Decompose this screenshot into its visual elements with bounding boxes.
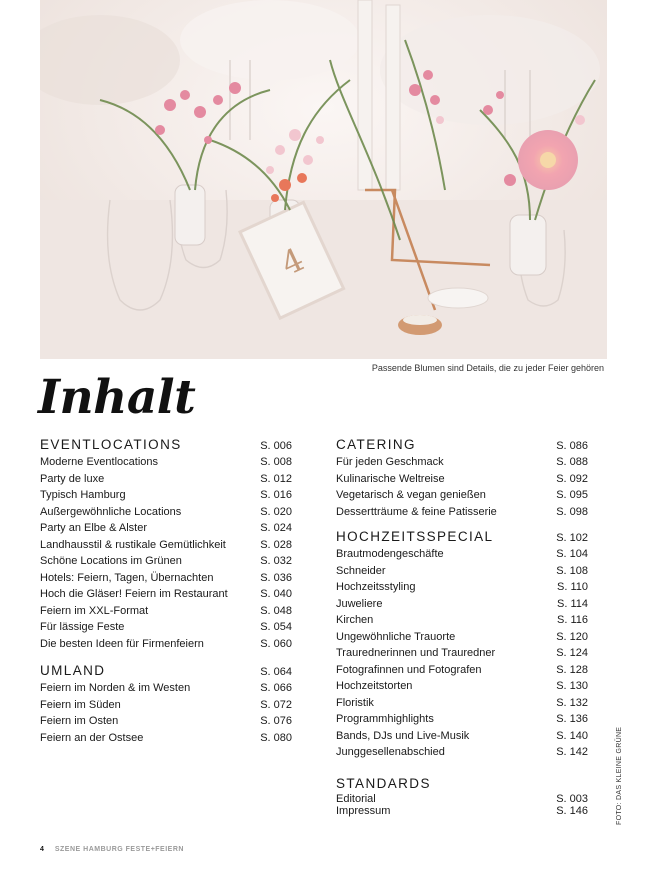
toc-entry[interactable]: [40, 697, 292, 714]
entry-page: S. 028: [260, 538, 292, 551]
entry-page: S. 104: [556, 548, 588, 560]
entry-page: S. 092: [556, 472, 588, 485]
toc-entry[interactable]: [40, 520, 292, 537]
entry-label: Hochzeitstorten: [336, 680, 413, 692]
toc-entry[interactable]: [40, 487, 292, 504]
toc-left-column: [40, 436, 292, 746]
toc-entry[interactable]: [40, 471, 292, 488]
toc-entry[interactable]: [336, 662, 588, 679]
magazine-name: SZENE HAMBURG FESTE+FEIERN: [54, 846, 184, 853]
toc-entry[interactable]: [40, 619, 292, 636]
toc-entry[interactable]: [336, 612, 588, 629]
entry-page: S. 080: [260, 731, 292, 744]
entry-page: S. 008: [260, 456, 292, 468]
section-title: CATERING: [336, 437, 416, 452]
toc-entry[interactable]: [336, 805, 588, 818]
entry-label: Hochzeitsstyling: [336, 581, 416, 593]
table-flowers-image: [40, 0, 607, 359]
entry-label: Kulinarische Weltreise: [336, 472, 445, 485]
entry-page: S. 130: [556, 680, 588, 692]
section-heading[interactable]: [336, 775, 588, 793]
section-heading[interactable]: [336, 528, 588, 546]
section-spacer: [40, 652, 292, 662]
entry-label: Party an Elbe & Alster: [40, 522, 147, 534]
toc-entry[interactable]: [336, 596, 588, 613]
entry-page: S. 098: [556, 505, 588, 518]
toc-right-column: [336, 436, 588, 818]
toc-entry[interactable]: [336, 504, 588, 521]
section-heading[interactable]: [336, 436, 588, 454]
entry-label: Party de luxe: [40, 472, 105, 485]
entry-label: Kirchen: [336, 614, 374, 626]
entry-page: S. 072: [260, 698, 292, 711]
toc-section-standards: [336, 775, 588, 818]
entry-label: Feiern im Osten: [40, 715, 119, 727]
toc-entry[interactable]: [336, 546, 588, 563]
hero-photo: [40, 0, 607, 359]
entry-page: S. 136: [556, 713, 588, 725]
entry-label: Programmhighlights: [336, 713, 434, 725]
section-page: S. 064: [260, 666, 292, 678]
section-spacer: [336, 520, 588, 528]
toc-entry[interactable]: [336, 744, 588, 761]
entry-page: S. 124: [556, 647, 588, 659]
toc-section-hochzeitsspecial: [336, 528, 588, 761]
entry-label: Impressum: [336, 805, 391, 817]
entry-label: Dessertträume & feine Patisserie: [336, 505, 497, 518]
entry-label: Editorial: [336, 792, 376, 805]
entry-label: Landhausstil & rustikale Gemütlichkeit: [40, 538, 226, 551]
section-page: S. 006: [260, 440, 292, 452]
entry-page: S. 024: [260, 522, 292, 534]
entry-page: S. 076: [260, 715, 292, 727]
entry-label: Brautmodengeschäfte: [336, 548, 444, 560]
entry-page: S. 120: [556, 630, 588, 643]
photo-credit: FOTO: DAS KLEINE GRÜNE: [616, 726, 623, 825]
toc-entry[interactable]: [40, 537, 292, 554]
section-page: S. 086: [556, 440, 588, 452]
entry-label: Hotels: Feiern, Tagen, Übernachten: [40, 571, 214, 584]
entry-page: S. 132: [556, 696, 588, 709]
toc-entry[interactable]: [40, 553, 292, 570]
toc-entry[interactable]: [336, 487, 588, 504]
toc-section-catering: [336, 436, 588, 520]
entry-label: Juweliere: [336, 597, 383, 610]
entry-page: S. 142: [556, 746, 588, 758]
section-heading[interactable]: [40, 662, 292, 680]
toc-entry[interactable]: [40, 570, 292, 587]
toc-entry[interactable]: [336, 579, 588, 596]
entry-page: S. 040: [260, 588, 292, 600]
toc-entry[interactable]: [40, 713, 292, 730]
toc-section-eventlocations: [40, 436, 292, 652]
entry-label: Schneider: [336, 564, 386, 577]
entry-label: Floristik: [336, 696, 374, 709]
toc-entry[interactable]: [40, 454, 292, 471]
entry-page: S. 066: [260, 682, 292, 694]
section-title: UMLAND: [40, 663, 106, 678]
entry-label: Junggesellenabschied: [336, 746, 445, 758]
entry-page: S. 108: [556, 564, 588, 577]
toc-entry[interactable]: [336, 793, 588, 806]
section-title: HOCHZEITSSPECIAL: [336, 529, 494, 544]
entry-label: Typisch Hamburg: [40, 489, 126, 501]
entry-page: S. 110: [557, 581, 588, 593]
toc-entry[interactable]: [40, 603, 292, 620]
toc-entry[interactable]: [336, 471, 588, 488]
entry-page: S. 060: [260, 637, 292, 650]
entry-label: Für jeden Geschmack: [336, 456, 444, 468]
toc-entry[interactable]: [40, 680, 292, 697]
toc-entry[interactable]: [40, 504, 292, 521]
toc-entry[interactable]: [336, 695, 588, 712]
section-title: STANDARDS: [336, 775, 431, 791]
entry-label: Schöne Locations im Grünen: [40, 555, 182, 567]
entry-label: Fotografinnen und Fotografen: [336, 663, 482, 676]
entry-label: Bands, DJs und Live-Musik: [336, 729, 470, 742]
page-title: Inhalt: [38, 370, 196, 425]
entry-page: S. 116: [557, 614, 588, 626]
entry-page: S. 016: [260, 489, 292, 501]
toc-entry[interactable]: [336, 629, 588, 646]
toc-section-umland: [40, 662, 292, 746]
entry-label: Vegetarisch & vegan genießen: [336, 489, 486, 501]
entry-page: S. 020: [260, 505, 292, 518]
section-spacer: [336, 761, 588, 775]
page-footer: [40, 846, 184, 853]
toc-entry[interactable]: [336, 678, 588, 695]
entry-label: Feiern an der Ostsee: [40, 731, 144, 744]
entry-label: Hoch die Gläser! Feiern im Restaurant: [40, 588, 228, 600]
entry-page: S. 048: [260, 604, 292, 617]
section-title: EVENTLOCATIONS: [40, 437, 182, 452]
entry-page: S. 088: [556, 456, 588, 468]
entry-label: Feiern im Norden & im Westen: [40, 682, 191, 694]
entry-page: S. 146: [556, 805, 588, 817]
entry-label: Traurednerinnen und Trauredner: [336, 647, 496, 659]
entry-label: Die besten Ideen für Firmenfeiern: [40, 637, 204, 650]
entry-page: S. 003: [556, 792, 588, 805]
toc-entry[interactable]: [40, 636, 292, 653]
entry-label: Feiern im Süden: [40, 698, 121, 711]
entry-page: S. 140: [556, 729, 588, 742]
toc-entry[interactable]: [40, 730, 292, 747]
toc-entry[interactable]: [336, 454, 588, 471]
entry-page: S. 114: [557, 597, 588, 610]
entry-label: Ungewöhnliche Trauorte: [336, 630, 456, 643]
entry-page: S. 054: [260, 621, 292, 633]
entry-page: S. 128: [556, 663, 588, 676]
toc-entry[interactable]: [336, 645, 588, 662]
table-number-glyph: 4: [275, 240, 310, 284]
toc-entry[interactable]: [40, 586, 292, 603]
entry-label: Für lässige Feste: [40, 621, 125, 633]
toc-entry[interactable]: [336, 711, 588, 728]
page-number: 4: [40, 846, 45, 853]
section-page: S. 102: [556, 532, 588, 544]
entry-page: S. 095: [556, 489, 588, 501]
photo-caption: Passende Blumen sind Details, die zu jeder Feier gehören: [371, 363, 604, 373]
section-heading[interactable]: [40, 436, 292, 454]
entry-page: S. 032: [260, 555, 292, 567]
entry-label: Feiern im XXL-Format: [40, 604, 149, 617]
entry-label: Außergewöhnliche Locations: [40, 505, 182, 518]
entry-page: S. 012: [260, 472, 292, 485]
toc-entry[interactable]: [336, 728, 588, 745]
entry-label: Moderne Eventlocations: [40, 456, 159, 468]
toc-entry[interactable]: [336, 563, 588, 580]
entry-page: S. 036: [260, 571, 292, 584]
